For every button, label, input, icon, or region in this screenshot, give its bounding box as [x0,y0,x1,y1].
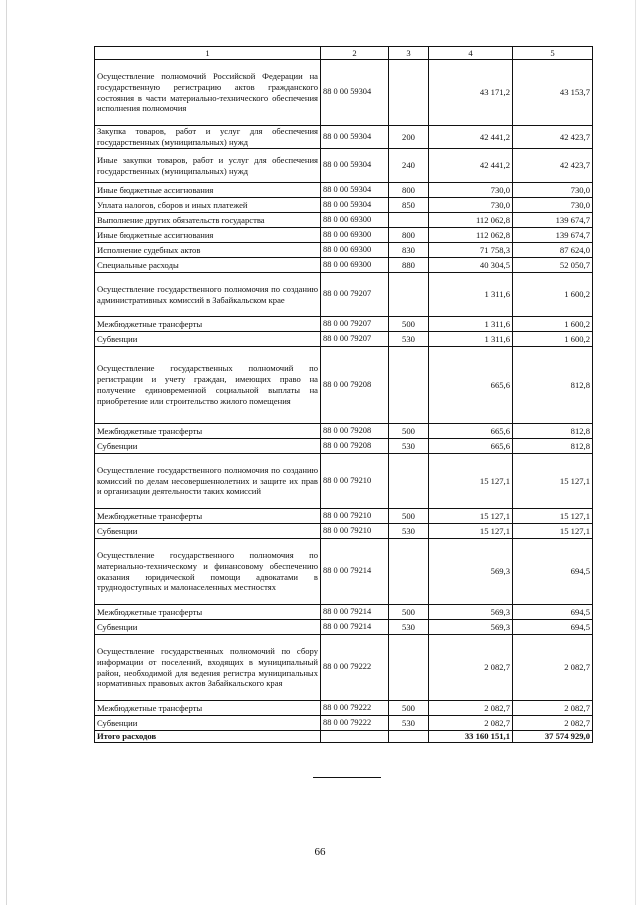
table-row [95,243,593,258]
row-amount-2020: 730,0 [513,183,593,198]
row-name: Межбюджетные трансферты [95,424,321,439]
row-amount-2019: 2 082,7 [429,701,513,716]
total-2020: 37 574 929,0 [513,731,593,743]
row-name: Иные бюджетные ассигнования [95,228,321,243]
row-amount-2020: 694,5 [513,539,593,605]
row-expense-type: 500 [389,424,429,439]
row-name: Иные закупки товаров, работ и услуг для обеспечения государственных (муниципальных) нужд [95,149,321,183]
row-expense-type [389,347,429,424]
row-name: Субвенции [95,524,321,539]
row-amount-2019: 730,0 [429,198,513,213]
row-amount-2019: 1 311,6 [429,332,513,347]
row-name: Осуществление государственного полномочия по созданию административных комиссий в Забайкальском крае [95,273,321,317]
row-amount-2019: 112 062,8 [429,213,513,228]
row-code: 88 0 00 69300 [321,243,389,258]
row-amount-2019: 15 127,1 [429,509,513,524]
row-expense-type: 850 [389,198,429,213]
row-name: Специальные расходы [95,258,321,273]
row-name: Субвенции [95,439,321,454]
row-code: 88 0 00 79207 [321,273,389,317]
column-header-1: 1 [95,47,321,60]
row-amount-2019: 665,6 [429,439,513,454]
row-amount-2019: 665,6 [429,424,513,439]
column-header-5: 5 [513,47,593,60]
table-row [95,213,593,228]
row-code: 88 0 00 79210 [321,509,389,524]
row-code: 88 0 00 59304 [321,149,389,183]
row-expense-type [389,635,429,701]
row-amount-2020: 2 082,7 [513,716,593,731]
row-amount-2019: 2 082,7 [429,635,513,701]
table-row [95,332,593,347]
row-amount-2020: 812,8 [513,347,593,424]
row-amount-2019: 665,6 [429,347,513,424]
row-code: 88 0 00 69300 [321,258,389,273]
row-amount-2019: 40 304,5 [429,258,513,273]
total-vr-cell [389,731,429,743]
row-amount-2020: 15 127,1 [513,454,593,509]
table-row [95,701,593,716]
row-amount-2019: 1 311,6 [429,273,513,317]
row-amount-2020: 42 423,7 [513,149,593,183]
row-name: Межбюджетные трансферты [95,605,321,620]
row-expense-type: 530 [389,620,429,635]
row-code: 88 0 00 59304 [321,126,389,149]
column-header-4: 4 [429,47,513,60]
row-code: 88 0 00 79214 [321,620,389,635]
row-name: Осуществление государственного полномочия по созданию комиссий по делам несовершеннолетних и защите их прав и организации деятельности таких комиссий [95,454,321,509]
row-expense-type: 530 [389,524,429,539]
row-amount-2020: 812,8 [513,439,593,454]
row-name: Межбюджетные трансферты [95,701,321,716]
row-expense-type: 530 [389,716,429,731]
row-expense-type [389,454,429,509]
table-row [95,620,593,635]
row-amount-2020: 812,8 [513,424,593,439]
row-amount-2019: 42 441,2 [429,126,513,149]
row-amount-2019: 2 082,7 [429,716,513,731]
row-amount-2019: 730,0 [429,183,513,198]
table-row [95,149,593,183]
row-name: Закупка товаров, работ и услуг для обеспечения государственных (муниципальных) нужд [95,126,321,149]
table-row [95,317,593,332]
row-code: 88 0 00 79208 [321,439,389,454]
total-2019: 33 160 151,1 [429,731,513,743]
row-expense-type [389,539,429,605]
row-name: Межбюджетные трансферты [95,317,321,332]
row-amount-2020: 15 127,1 [513,524,593,539]
row-name: Субвенции [95,716,321,731]
row-amount-2019: 42 441,2 [429,149,513,183]
row-name: Осуществление государственного полномочия по материально-техническому и финансовому обеспечению оказания юридической помощи адвокатами в труднодоступных и малонаселенных местностях [95,539,321,605]
row-code: 88 0 00 79214 [321,539,389,605]
row-amount-2019: 15 127,1 [429,524,513,539]
row-expense-type: 500 [389,605,429,620]
page-number: 66 [314,846,326,858]
row-name: Межбюджетные трансферты [95,509,321,524]
table-row [95,439,593,454]
column-header-3: 3 [389,47,429,60]
row-code: 88 0 00 79208 [321,347,389,424]
row-amount-2020: 694,5 [513,605,593,620]
row-code: 88 0 00 69300 [321,213,389,228]
row-amount-2020: 1 600,2 [513,317,593,332]
row-name: Осуществление полномочий Российской Федерации на государственную регистрацию актов гражданского состояния в части материально-технического обеспечения исполнения полномочия [95,60,321,126]
row-code: 88 0 00 79222 [321,716,389,731]
row-code: 88 0 00 79207 [321,317,389,332]
row-expense-type: 500 [389,317,429,332]
row-code: 88 0 00 59304 [321,60,389,126]
row-amount-2019: 15 127,1 [429,454,513,509]
total-code-cell [321,731,389,743]
table-row [95,273,593,317]
row-amount-2020: 139 674,7 [513,228,593,243]
row-amount-2019: 71 758,3 [429,243,513,258]
row-amount-2020: 139 674,7 [513,213,593,228]
table-row [95,454,593,509]
row-code: 88 0 00 79207 [321,332,389,347]
row-amount-2020: 52 050,7 [513,258,593,273]
table-body [95,60,593,731]
row-code: 88 0 00 79222 [321,701,389,716]
row-amount-2020: 1 600,2 [513,273,593,317]
row-amount-2019: 569,3 [429,605,513,620]
row-expense-type: 200 [389,126,429,149]
row-name: Осуществление государственных полномочий по регистрации и учету граждан, имеющих право на получение единовременной социальной выплаты на приобретение или строительство жилого помещения [95,347,321,424]
page-edge-right [635,0,636,905]
row-expense-type: 500 [389,701,429,716]
row-amount-2019: 1 311,6 [429,317,513,332]
table-row [95,60,593,126]
row-amount-2019: 112 062,8 [429,228,513,243]
row-amount-2019: 569,3 [429,539,513,605]
expenditure-table [94,46,593,743]
row-amount-2020: 1 600,2 [513,332,593,347]
row-expense-type [389,213,429,228]
table-row [95,509,593,524]
row-code: 88 0 00 59304 [321,183,389,198]
table-header-row [95,47,593,60]
row-expense-type: 530 [389,439,429,454]
row-expense-type: 240 [389,149,429,183]
row-name: Уплата налогов, сборов и иных платежей [95,198,321,213]
row-amount-2020: 2 082,7 [513,701,593,716]
total-row [95,731,593,743]
total-label: Итого расходов [95,731,321,743]
row-name: Осуществление государственных полномочий по сбору информации от поселений, входящих в муниципальный район, необходимой для ведения регистра муниципальных нормативных правовых актов Забайкальского края [95,635,321,701]
table-row [95,605,593,620]
row-code: 88 0 00 79222 [321,635,389,701]
row-expense-type: 500 [389,509,429,524]
row-code: 88 0 00 59304 [321,198,389,213]
table-row [95,716,593,731]
row-name: Субвенции [95,332,321,347]
row-amount-2019: 569,3 [429,620,513,635]
row-expense-type: 830 [389,243,429,258]
row-amount-2020: 2 082,7 [513,635,593,701]
row-amount-2020: 694,5 [513,620,593,635]
row-amount-2020: 730,0 [513,198,593,213]
footer-rule [313,777,381,778]
row-code: 88 0 00 69300 [321,228,389,243]
row-name: Иные бюджетные ассигнования [95,183,321,198]
row-name: Выполнение других обязательств государства [95,213,321,228]
table-row [95,228,593,243]
page-edge-left [6,0,7,905]
table-row [95,539,593,605]
row-amount-2020: 42 423,7 [513,126,593,149]
row-expense-type: 800 [389,228,429,243]
row-name: Исполнение судебных актов [95,243,321,258]
row-expense-type [389,60,429,126]
row-expense-type: 530 [389,332,429,347]
table-row [95,347,593,424]
column-header-2: 2 [321,47,389,60]
row-amount-2020: 87 624,0 [513,243,593,258]
row-amount-2019: 43 171,2 [429,60,513,126]
row-code: 88 0 00 79214 [321,605,389,620]
row-code: 88 0 00 79210 [321,454,389,509]
row-expense-type [389,273,429,317]
row-expense-type: 800 [389,183,429,198]
row-expense-type: 880 [389,258,429,273]
table-row [95,126,593,149]
row-name: Субвенции [95,620,321,635]
row-code: 88 0 00 79210 [321,524,389,539]
table-row [95,258,593,273]
table-row [95,198,593,213]
row-amount-2020: 43 153,7 [513,60,593,126]
table-row [95,183,593,198]
table-row [95,524,593,539]
table-row [95,635,593,701]
row-amount-2020: 15 127,1 [513,509,593,524]
row-code: 88 0 00 79208 [321,424,389,439]
table-row [95,424,593,439]
